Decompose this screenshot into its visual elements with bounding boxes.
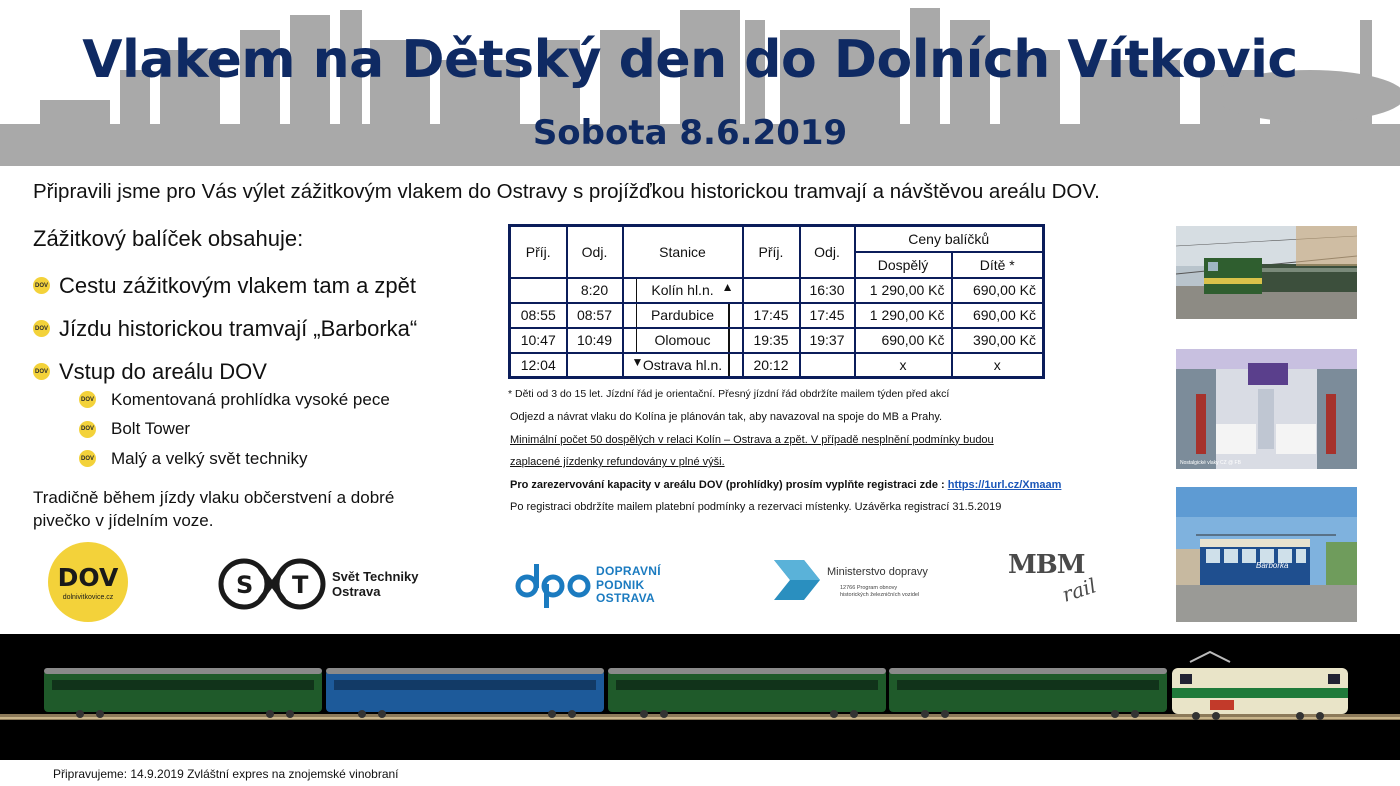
list-item [79, 415, 390, 445]
note-minimum: Minimální počet 50 dospělých v relaci Kolín – Ostrava a zpět. V případě nesplnění podmínky budou [510, 433, 994, 446]
direction-line [636, 304, 638, 327]
header-banner [0, 0, 1400, 166]
cell-price-child: 390,00 Kč [952, 328, 1044, 353]
dpo-name [596, 565, 661, 606]
ministry-name: Ministerstvo dopravy [827, 566, 928, 578]
package-subitem-label: Malý a velký svět techniky [111, 448, 308, 468]
header-departure: Odj. [567, 226, 623, 278]
cell-departure: 08:57 [567, 303, 623, 328]
direction-line [728, 304, 730, 327]
footer-announcement: Připravujeme: 14.9.2019 Zvláštní expres na znojemské vinobraní [53, 767, 399, 781]
registration-text: Pro zarezervování kapacity v areálu DOV (prohlídky) prosím vyplňte registraci zde : [510, 478, 945, 491]
package-heading: Zážitkový balíček obsahuje: [33, 226, 304, 251]
svet-techniky-line2: Ostrava [332, 584, 381, 599]
wagon-green [889, 668, 1167, 718]
ministry-arrow-icon [774, 558, 824, 602]
ministerstvo-dopravy-logo [774, 558, 954, 604]
page-title: Vlakem na Dětský den do Dolních Vítkovic [82, 30, 1298, 90]
station-name: Olomouc [654, 332, 711, 348]
photo-dining-car [1176, 349, 1357, 469]
svg-text:T: T [292, 571, 309, 599]
ministry-program-line1: 12766 Program obnovy [840, 585, 898, 591]
direction-line [728, 329, 730, 352]
header-adult: Dospělý [855, 252, 952, 278]
cell-arrival-return: 20:12 [743, 353, 800, 378]
note-refund: zaplacené jízdenky refundovány v plné výši. [510, 456, 725, 468]
note-children: * Děti od 3 do 15 let. Jízdní řád je orientační. Přesný jízdní řád obdržíte mailem týden před akcí [508, 388, 950, 400]
cell-station [623, 303, 743, 328]
dining-car-photo-image [1176, 349, 1357, 469]
ministry-program-line2: historických železničních vozidel [840, 592, 920, 598]
wagon-green [608, 668, 886, 718]
mbm-logo-text: MBM [1008, 550, 1085, 580]
header-prices: Ceny balíčků [855, 226, 1044, 252]
svet-techniky-name [332, 569, 418, 599]
svet-techniky-line1: Svět Techniky [332, 569, 419, 584]
dpo-line1: DOPRAVNÍ [596, 564, 661, 578]
cell-arrival: 10:47 [510, 328, 567, 353]
event-date: Sobota 8.6.2019 [532, 113, 848, 153]
dpo-logo [515, 562, 685, 608]
note-connection: Odjezd a návrat vlaku do Kolína je plánován tak, aby navazoval na spoje do MB a Prahy. [510, 411, 943, 423]
locomotive [1172, 652, 1348, 720]
list-item [79, 444, 390, 474]
rail-logo-text: rail [1059, 573, 1100, 607]
station-name: Kolín hl.n. [651, 282, 714, 298]
package-item-label: Cestu zážitkovým vlakem tam a zpět [59, 272, 417, 298]
dov-logo-text: DOV [57, 563, 119, 592]
dov-logo-url: dolnivitkovice.cz [62, 594, 114, 601]
cell-arrival-return: 17:45 [743, 303, 800, 328]
dov-bullet-icon: DOV [33, 277, 50, 294]
dov-bullet-icon: DOV [79, 421, 96, 438]
cell-station [623, 278, 743, 303]
note-payment: Po registraci obdržíte mailem platební podmínky a rezervaci místenky. Uzávěrka registrací 31.5.2019 [510, 501, 1002, 513]
cell-arrival: 08:55 [510, 303, 567, 328]
mbm-rail-logo [1004, 550, 1104, 616]
package-item-label: Vstup do areálu DOV [59, 358, 267, 384]
list-item [79, 385, 390, 415]
table-row [510, 353, 1044, 378]
cell-departure-return: 17:45 [800, 303, 855, 328]
ministry-program [840, 585, 919, 599]
registration-link[interactable]: https://1url.cz/Xmaam [947, 478, 1062, 491]
cell-departure: 10:49 [567, 328, 623, 353]
header-departure-return: Odj. [800, 226, 855, 278]
cell-departure-return [800, 353, 855, 378]
dpo-line3: OSTRAVA [596, 591, 655, 605]
header-arrival: Příj. [510, 226, 567, 278]
cell-price-adult: 1 290,00 Kč [855, 303, 952, 328]
svet-techniky-logo [216, 556, 456, 612]
wagon-green [44, 668, 322, 718]
cell-departure-return: 16:30 [800, 278, 855, 303]
cell-price-adult: 690,00 Kč [855, 328, 952, 353]
cell-arrival [510, 278, 567, 303]
table-row [510, 278, 1044, 303]
dov-bullet-icon: DOV [33, 363, 50, 380]
package-list [33, 264, 417, 393]
header-station: Stanice [623, 226, 743, 278]
station-name: Pardubice [650, 307, 715, 323]
svet-techniky-mark-icon [216, 556, 330, 612]
cell-departure [567, 353, 623, 378]
package-subitem-label: Bolt Tower [111, 419, 191, 439]
cell-arrival-return [743, 278, 800, 303]
note-registration [510, 474, 1061, 497]
list-item [33, 264, 417, 307]
cell-price-child: x [952, 353, 1044, 378]
cell-arrival: 12:04 [510, 353, 567, 378]
package-subitem-label: Komentovaná prohlídka vysoké pece [111, 389, 390, 409]
cell-station [623, 328, 743, 353]
refreshment-text: Tradičně během jízdy vlaku občerstvení a dobré pivečko v jídelním voze. [33, 488, 395, 530]
dov-bullet-icon: DOV [33, 320, 50, 337]
wagon-blue [326, 668, 604, 718]
dov-bullet-icon: DOV [79, 391, 96, 408]
locomotive-photo-image [1176, 226, 1357, 319]
package-item-label: Jízdu historickou tramvají „Barborka“ [59, 315, 418, 341]
cell-price-child: 690,00 Kč [952, 303, 1044, 328]
direction-line [636, 329, 638, 352]
photo-caption: Nostalgické vlaky CZ @ FB [1180, 460, 1241, 466]
package-sublist [79, 385, 390, 474]
photo-locomotive [1176, 226, 1357, 319]
train-illustration-band [0, 634, 1400, 760]
cell-departure-return: 19:37 [800, 328, 855, 353]
dpo-mark-icon [515, 562, 593, 608]
cell-price-adult: x [855, 353, 952, 378]
list-item [33, 307, 417, 350]
arrow-down-icon: ▼ [631, 354, 644, 369]
notes-block [510, 386, 1061, 519]
photo-tram-barborka [1176, 487, 1357, 622]
tram-name-label: Barborka [1256, 561, 1289, 570]
direction-line [728, 354, 730, 377]
header-arrival-return: Příj. [743, 226, 800, 278]
cell-station [623, 353, 743, 378]
station-name: Ostrava hl.n. [642, 356, 723, 373]
table-row [510, 303, 1044, 328]
table-row [510, 328, 1044, 353]
tram-photo-image [1176, 487, 1357, 622]
dov-bullet-icon: DOV [79, 450, 96, 467]
header-child: Dítě * [952, 252, 1044, 278]
cell-arrival-return: 19:35 [743, 328, 800, 353]
timetable [508, 224, 1045, 379]
svg-text:S: S [236, 571, 254, 599]
cell-departure: 8:20 [567, 278, 623, 303]
intro-text: Připravili jsme pro Vás výlet zážitkovým vlakem do Ostravy s projížďkou historickou tramvají a návštěvou areálu DOV. [33, 180, 1100, 203]
arrow-up-icon: ▲ [721, 279, 734, 294]
cell-price-adult: 1 290,00 Kč [855, 278, 952, 303]
cell-price-child: 690,00 Kč [952, 278, 1044, 303]
dpo-line2: PODNIK [596, 577, 645, 592]
train-illustration [0, 634, 1400, 760]
direction-line [636, 279, 638, 302]
dov-logo [48, 542, 128, 622]
